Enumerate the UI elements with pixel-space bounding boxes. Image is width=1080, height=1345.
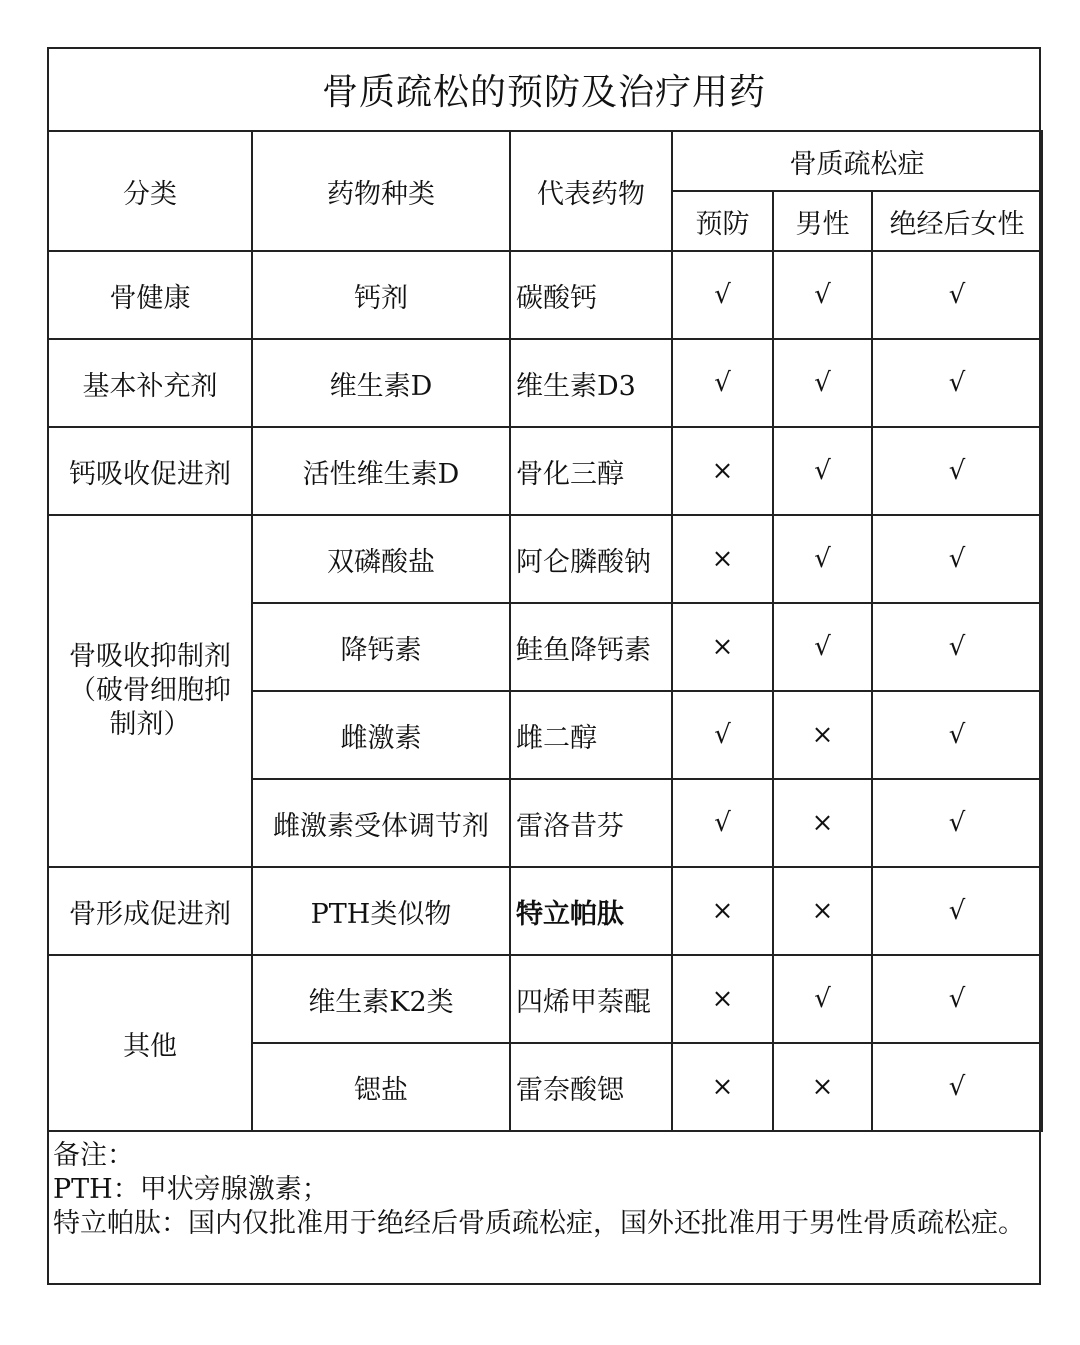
female-mark: √: [872, 251, 1042, 339]
header-drug-type: 药物种类: [252, 131, 510, 251]
male-mark: √: [773, 427, 872, 515]
female-mark: √: [872, 427, 1042, 515]
table-row: [48, 955, 1042, 1043]
female-mark: √: [872, 339, 1042, 427]
note-teriparatide: 特立帕肽：国内仅批准用于绝经后骨质疏松症，国外还批准用于男性骨质疏松症。: [53, 1208, 1025, 1239]
prevention-mark: √: [672, 691, 773, 779]
note-pth: PTH：甲状旁腺激素；: [53, 1174, 329, 1205]
drug-type-cell: 钙剂: [252, 251, 510, 339]
category-cell: 骨吸收抑制剂（破骨细胞抑制剂）: [48, 515, 252, 867]
header-representative: 代表药物: [510, 131, 672, 251]
prevention-mark: √: [672, 339, 773, 427]
drug-table: [47, 130, 1043, 1132]
female-mark: √: [872, 867, 1042, 955]
male-mark: √: [773, 339, 872, 427]
drug-type-cell: 雌激素: [252, 691, 510, 779]
drug-cell: 阿仑膦酸钠: [510, 515, 672, 603]
header-category: 分类: [48, 131, 252, 251]
drug-type-cell: 维生素D: [252, 339, 510, 427]
drug-cell: 雷洛昔芬: [510, 779, 672, 867]
female-mark: √: [872, 603, 1042, 691]
prevention-mark: ×: [672, 955, 773, 1043]
note-heading: 备注：: [53, 1140, 134, 1171]
drug-cell: 维生素D3: [510, 339, 672, 427]
prevention-mark: √: [672, 779, 773, 867]
table-title: 骨质疏松的预防及治疗用药: [321, 72, 766, 113]
prevention-mark: √: [672, 251, 773, 339]
drug-type-cell: PTH类似物: [252, 867, 510, 955]
drug-cell: 特立帕肽: [510, 867, 672, 955]
drug-type-cell: 维生素K2类: [252, 955, 510, 1043]
category-cell: 基本补充剂: [48, 339, 252, 427]
prevention-mark: ×: [672, 867, 773, 955]
male-mark: ×: [773, 691, 872, 779]
male-mark: √: [773, 955, 872, 1043]
drug-cell: 碳酸钙: [510, 251, 672, 339]
drug-type-cell: 雌激素受体调节剂: [252, 779, 510, 867]
prevention-mark: ×: [672, 515, 773, 603]
table-row: [48, 867, 1042, 955]
drug-type-cell: 锶盐: [252, 1043, 510, 1131]
drug-cell: 雌二醇: [510, 691, 672, 779]
female-mark: √: [872, 779, 1042, 867]
drug-cell: 鲑鱼降钙素: [510, 603, 672, 691]
table-row: [48, 515, 1042, 603]
drug-type-cell: 降钙素: [252, 603, 510, 691]
drug-cell: 骨化三醇: [510, 427, 672, 515]
header-osteoporosis: 骨质疏松症: [672, 131, 1042, 191]
female-mark: √: [872, 1043, 1042, 1131]
female-mark: √: [872, 955, 1042, 1043]
prevention-mark: ×: [672, 1043, 773, 1131]
drug-table-sheet: [47, 47, 1041, 1285]
drug-cell: 雷奈酸锶: [510, 1043, 672, 1131]
header-male: 男性: [773, 191, 872, 251]
female-mark: √: [872, 515, 1042, 603]
header-prevention: 预防: [672, 191, 773, 251]
table-row: [48, 339, 1042, 427]
table-row: [48, 251, 1042, 339]
male-mark: √: [773, 515, 872, 603]
male-mark: √: [773, 251, 872, 339]
table-row: [48, 427, 1042, 515]
prevention-mark: ×: [672, 603, 773, 691]
male-mark: ×: [773, 867, 872, 955]
category-cell: 钙吸收促进剂: [48, 427, 252, 515]
male-mark: √: [773, 603, 872, 691]
prevention-mark: ×: [672, 427, 773, 515]
drug-type-cell: 活性维生素D: [252, 427, 510, 515]
male-mark: ×: [773, 779, 872, 867]
category-cell: 其他: [48, 955, 252, 1131]
category-cell: 骨形成促进剂: [48, 867, 252, 955]
male-mark: ×: [773, 1043, 872, 1131]
drug-type-cell: 双磷酸盐: [252, 515, 510, 603]
female-mark: √: [872, 691, 1042, 779]
drug-cell: 四烯甲萘醌: [510, 955, 672, 1043]
category-cell: 骨健康: [48, 251, 252, 339]
header-postmenopausal-female: 绝经后女性: [872, 191, 1042, 251]
notes: [53, 1139, 1033, 1241]
